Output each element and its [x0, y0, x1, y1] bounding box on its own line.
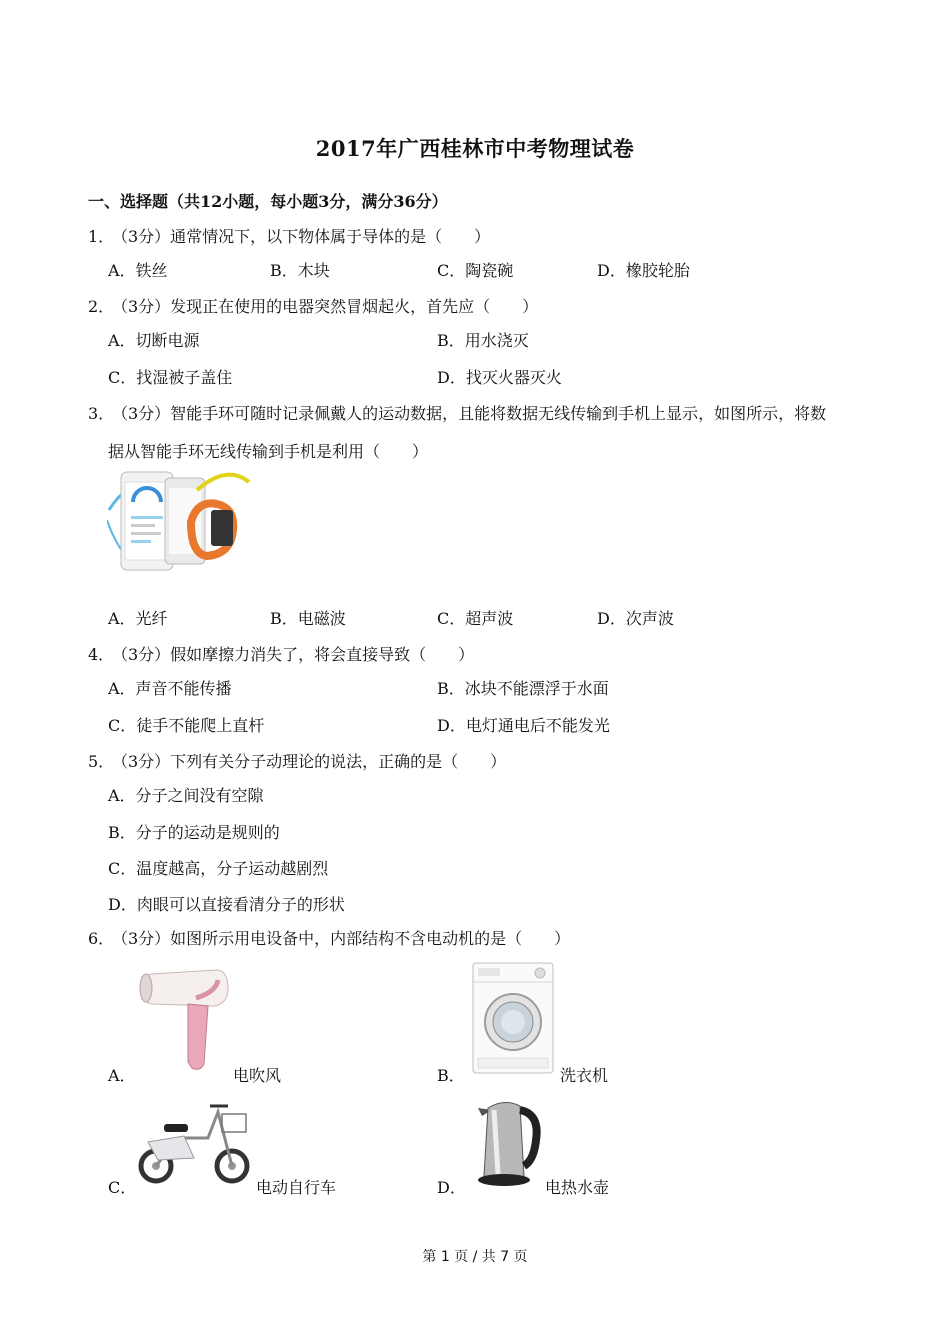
- section-heading: 一、选择题（共12小题，每小题3分，满分36分）: [88, 192, 448, 211]
- option-c-label: 电动自行车: [256, 1178, 337, 1197]
- option-b-letter: B．: [437, 1066, 465, 1085]
- option-a: A．光纤: [108, 609, 168, 628]
- question-text: （3分）如图所示用电设备中，内部结构不含电动机的是（ ）: [112, 929, 571, 948]
- option-d-letter: D．: [437, 1178, 466, 1197]
- hair-dryer-image: [138, 968, 230, 1072]
- page-footer: 第 1 页 / 共 7 页: [422, 1249, 528, 1265]
- option-a: A．铁丝: [108, 261, 168, 280]
- smart-band-phone-image: [107, 470, 255, 574]
- question-1: [88, 224, 490, 247]
- option-a-label: 电吹风: [233, 1066, 282, 1085]
- question-6: [88, 926, 570, 949]
- electric-kettle-image: [474, 1096, 542, 1188]
- option-d: D．橡胶轮胎: [597, 261, 690, 280]
- question-text-continued: 据从智能手环无线传输到手机是利用（ ）: [108, 442, 429, 461]
- question-text: （3分）发现正在使用的电器突然冒烟起火，首先应（ ）: [112, 297, 539, 316]
- question-text: （3分）通常情况下，以下物体属于导体的是（ ）: [112, 227, 491, 246]
- option-a-letter: A．: [108, 1066, 136, 1085]
- question-3: [88, 401, 826, 424]
- option-c: C．陶瓷碗: [437, 261, 514, 280]
- question-number: 6．: [88, 929, 115, 948]
- question-text: （3分）下列有关分子动理论的说法，正确的是（ ）: [112, 752, 507, 771]
- option-d: D．次声波: [597, 609, 674, 628]
- question-number: 4．: [88, 645, 115, 664]
- question-text: （3分）智能手环可随时记录佩戴人的运动数据，且能将数据无线传输到手机上显示，如图所示，将数: [112, 404, 827, 423]
- option-b: B．木块: [270, 261, 330, 280]
- option-b: B．分子的运动是规则的: [108, 823, 280, 842]
- question-number: 2．: [88, 297, 115, 316]
- option-b-label: 洗衣机: [560, 1066, 609, 1085]
- option-c: C．温度越高，分子运动越剧烈: [108, 859, 329, 878]
- question-number: 5．: [88, 752, 115, 771]
- question-number: 3．: [88, 404, 115, 423]
- option-c: C．徒手不能爬上直杆: [108, 716, 265, 735]
- washing-machine-image: [472, 962, 554, 1074]
- option-d-label: 电热水壶: [545, 1178, 610, 1197]
- option-d: D．电灯通电后不能发光: [437, 716, 610, 735]
- page-title: 2017年广西桂林市中考物理试卷: [315, 136, 635, 161]
- question-number: 1．: [88, 227, 115, 246]
- option-a: A．声音不能传播: [108, 679, 232, 698]
- option-c: C．超声波: [437, 609, 514, 628]
- option-d: D．肉眼可以直接看清分子的形状: [108, 895, 345, 914]
- option-b: B．电磁波: [270, 609, 346, 628]
- question-4: [88, 642, 474, 665]
- option-a: A．分子之间没有空隙: [108, 786, 264, 805]
- option-a: A．切断电源: [108, 331, 200, 350]
- option-b: B．用水浇灭: [437, 331, 529, 350]
- option-c-letter: C．: [108, 1178, 137, 1197]
- question-text: （3分）假如摩擦力消失了，将会直接导致（ ）: [112, 645, 475, 664]
- option-b: B．冰块不能漂浮于水面: [437, 679, 609, 698]
- electric-bicycle-image: [138, 1098, 252, 1186]
- option-c: C．找湿被子盖住: [108, 368, 233, 387]
- question-2: [88, 294, 538, 317]
- option-d: D．找灭火器灭火: [437, 368, 562, 387]
- question-5: [88, 749, 506, 772]
